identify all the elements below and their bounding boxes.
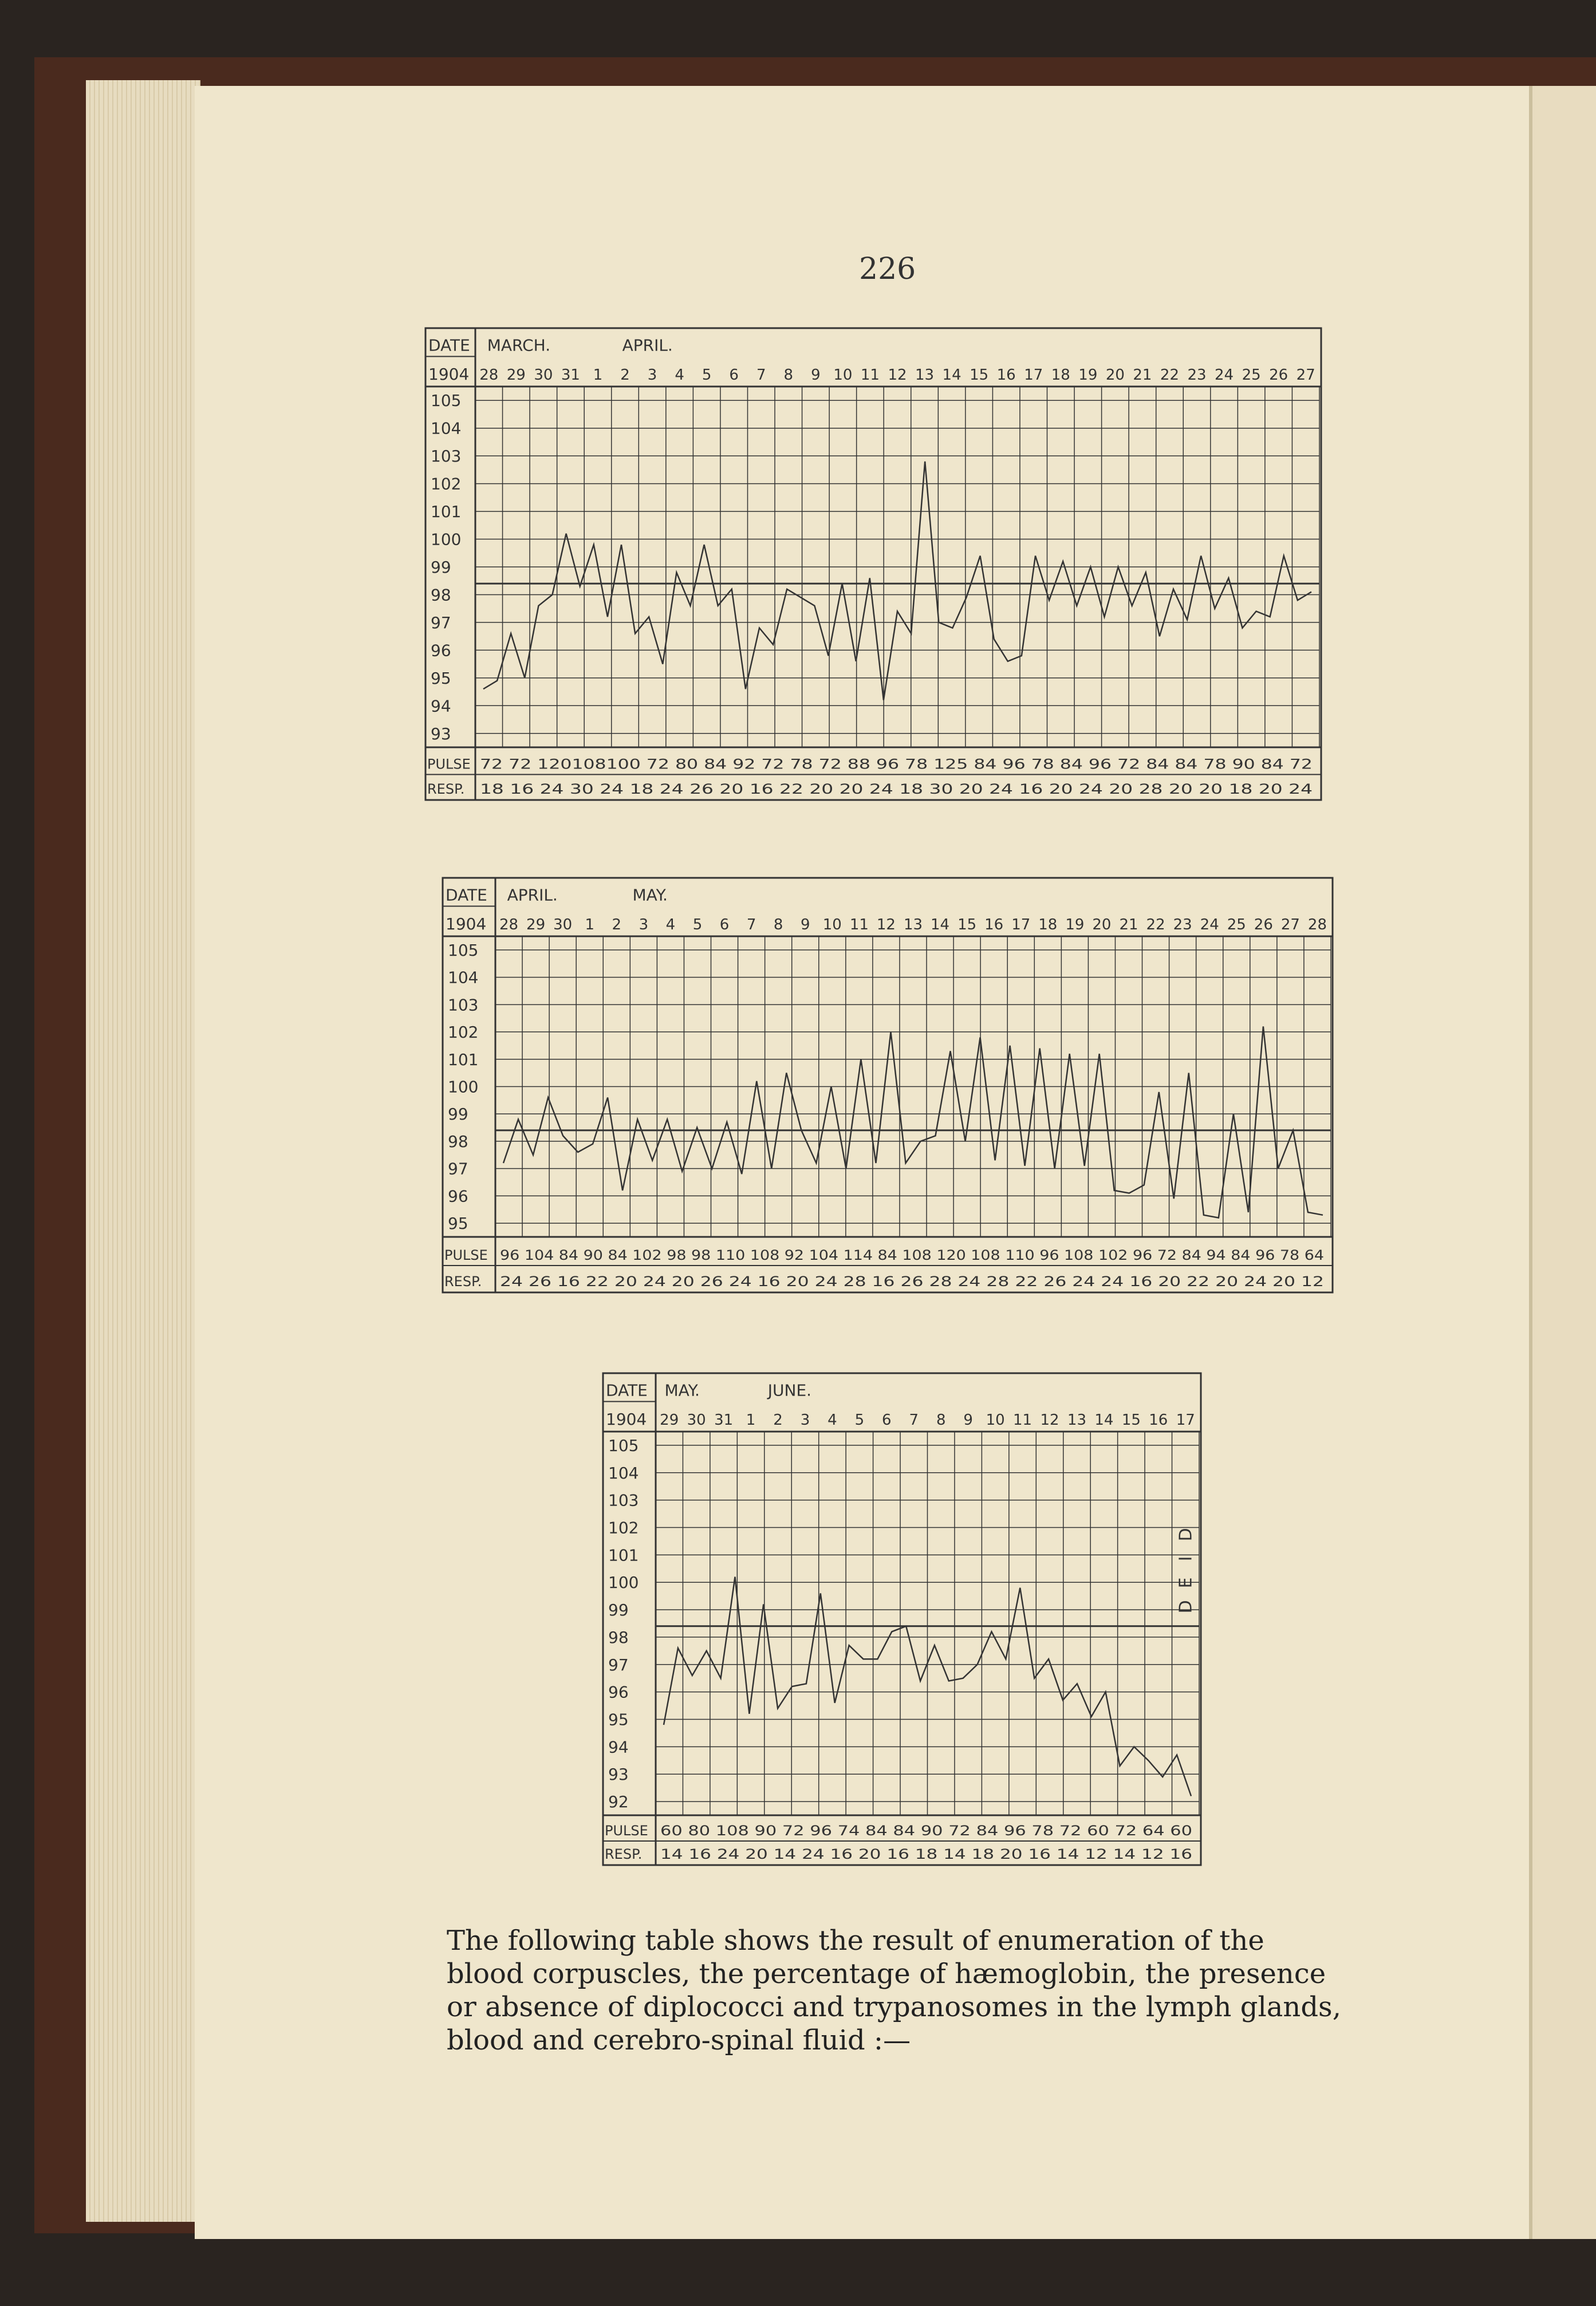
died-label-letter: I	[1176, 1556, 1196, 1562]
temperature-series-line	[503, 1027, 1323, 1218]
temperature-tick-label: 105	[431, 391, 462, 411]
day-label: 2	[620, 366, 630, 384]
day-label: 6	[729, 366, 739, 384]
day-label: 7	[746, 916, 756, 933]
day-label: 8	[936, 1412, 946, 1429]
day-label: 10	[986, 1412, 1005, 1429]
temperature-tick-label: 105	[608, 1436, 639, 1455]
temperature-tick-label: 102	[448, 1023, 479, 1042]
day-label: 27	[1280, 916, 1300, 933]
temperature-tick-label: 101	[608, 1546, 639, 1565]
temperature-tick-label: 97	[448, 1159, 468, 1178]
year-label: 1904	[606, 1410, 647, 1429]
day-label: 1	[585, 916, 594, 933]
day-label: 12	[1040, 1412, 1059, 1429]
day-label: 25	[1242, 366, 1261, 384]
temperature-tick-label: 98	[431, 585, 451, 605]
temperature-tick-label: 99	[431, 558, 451, 577]
day-label: 9	[811, 366, 821, 384]
day-label: 16	[996, 366, 1016, 384]
day-label: 29	[526, 916, 546, 933]
day-label: 14	[942, 366, 961, 384]
day-label: 5	[702, 366, 712, 384]
pulse-values: 96 104 84 90 84 102 98 98 110 108 92 104 114 84 108 120 108 110 96 108 102 96 72 84 94 84 96 78 64	[500, 1247, 1324, 1263]
day-label: 22	[1146, 916, 1165, 933]
day-label: 20	[1105, 366, 1125, 384]
chart-svg	[441, 876, 1334, 1294]
temperature-tick-label: 96	[448, 1186, 468, 1206]
temperature-chart-may-june	[601, 1371, 1203, 1867]
day-label: 18	[1051, 366, 1070, 384]
day-label: 24	[1200, 916, 1219, 933]
day-label: 15	[957, 916, 977, 933]
day-label: 12	[876, 916, 896, 933]
day-label: 7	[909, 1412, 919, 1429]
day-label: 20	[1092, 916, 1112, 933]
day-label: 26	[1269, 366, 1288, 384]
day-label: 24	[1215, 366, 1234, 384]
day-label: 26	[1254, 916, 1273, 933]
resp-row-label: RESP.	[444, 1274, 482, 1290]
caption-line: blood and cerebro-spinal fluid :—	[447, 2024, 911, 2056]
day-label: 2	[612, 916, 622, 933]
date-label: DATE	[446, 885, 487, 905]
day-label: 21	[1119, 916, 1138, 933]
day-label: 4	[665, 916, 676, 933]
day-label: 17	[1176, 1412, 1195, 1429]
died-label-letter: D	[1176, 1528, 1196, 1542]
pulse-row-label: PULSE	[427, 756, 471, 772]
resp-values: 14 16 24 20 14 24 16 20 16 18 14 18 20 16 14 12 14 12 16	[660, 1846, 1192, 1862]
temperature-tick-label: 93	[431, 724, 451, 743]
day-label: 11	[860, 366, 880, 384]
day-label: 28	[479, 366, 499, 384]
day-label: 5	[692, 916, 703, 933]
day-label: 28	[499, 916, 519, 933]
day-label: 31	[714, 1412, 734, 1429]
month-label: APRIL.	[507, 885, 558, 905]
day-label: 3	[800, 1412, 810, 1429]
day-label: 14	[1094, 1412, 1114, 1429]
temperature-tick-label: 97	[608, 1655, 629, 1674]
died-label-letter: E	[1176, 1577, 1196, 1588]
day-label: 30	[687, 1412, 706, 1429]
temperature-tick-label: 96	[608, 1682, 629, 1702]
day-label: 4	[675, 366, 684, 384]
day-label: 14	[931, 916, 950, 933]
day-label: 11	[849, 916, 869, 933]
pulse-values: 60 80 108 90 72 96 74 84 84 90 72 84 96 78 72 60 72 64 60	[660, 1823, 1192, 1839]
year-label: 1904	[446, 914, 487, 933]
temperature-chart-march-april	[424, 326, 1323, 802]
temperature-tick-label: 103	[608, 1491, 639, 1510]
temperature-tick-label: 103	[431, 447, 462, 466]
temperature-tick-label: 101	[448, 1050, 479, 1069]
day-label: 3	[647, 366, 657, 384]
month-label: APRIL.	[622, 336, 673, 355]
day-label: 3	[639, 916, 649, 933]
temperature-tick-label: 105	[448, 940, 479, 960]
temperature-tick-label: 95	[431, 668, 451, 688]
day-label: 12	[888, 366, 907, 384]
chart-svg	[424, 326, 1323, 802]
temperature-tick-label: 102	[431, 474, 462, 494]
temperature-tick-label: 98	[448, 1132, 468, 1151]
page-edges	[86, 80, 200, 2222]
day-label: 19	[1078, 366, 1098, 384]
date-label: DATE	[428, 336, 470, 355]
day-label: 22	[1160, 366, 1180, 384]
pulse-row-label: PULSE	[444, 1247, 488, 1263]
day-label: 2	[773, 1412, 783, 1429]
day-label: 10	[833, 366, 853, 384]
died-label-letter: D	[1176, 1600, 1196, 1614]
day-label: 8	[783, 366, 794, 384]
day-label: 8	[773, 916, 783, 933]
temperature-tick-label: 95	[448, 1214, 468, 1233]
year-label: 1904	[428, 365, 470, 384]
page-number: 226	[859, 252, 916, 286]
caption-line: The following table shows the result of enumeration of the	[447, 1925, 1264, 1957]
month-label: JUNE.	[767, 1381, 812, 1400]
day-label: 23	[1187, 366, 1207, 384]
day-label: 15	[1121, 1412, 1141, 1429]
temperature-tick-label: 100	[448, 1077, 479, 1097]
temperature-tick-label: 95	[608, 1710, 629, 1729]
day-label: 17	[1024, 366, 1043, 384]
temperature-series-line	[483, 462, 1311, 700]
day-label: 13	[1067, 1412, 1087, 1429]
day-label: 9	[963, 1412, 973, 1429]
day-label: 28	[1307, 916, 1327, 933]
day-label: 11	[1013, 1412, 1033, 1429]
temperature-tick-label: 101	[431, 502, 462, 522]
day-label: 27	[1296, 366, 1315, 384]
day-label: 4	[827, 1412, 837, 1429]
temperature-tick-label: 98	[608, 1627, 629, 1647]
month-label: MAY.	[664, 1381, 700, 1400]
day-label: 5	[854, 1412, 865, 1429]
resp-values: 18 16 24 30 24 18 24 26 20 16 22 20 20 24 18 30 20 24 16 20 24 20 28 20 20 18 20 24	[480, 781, 1313, 797]
month-label: MARCH.	[487, 336, 551, 355]
temperature-tick-label: 92	[608, 1792, 629, 1812]
chart-frame	[603, 1373, 1201, 1865]
temperature-tick-label: 104	[431, 419, 462, 438]
day-label: 25	[1227, 916, 1246, 933]
temperature-tick-label: 93	[608, 1765, 629, 1784]
day-label: 17	[1011, 916, 1031, 933]
day-label: 13	[915, 366, 935, 384]
resp-row-label: RESP.	[605, 1846, 643, 1862]
temperature-tick-label: 100	[608, 1573, 639, 1592]
temperature-tick-label: 94	[608, 1737, 629, 1757]
day-label: 29	[506, 366, 526, 384]
day-label: 18	[1038, 916, 1058, 933]
temperature-tick-label: 100	[431, 530, 462, 549]
day-label: 6	[882, 1412, 892, 1429]
day-label: 30	[553, 916, 573, 933]
day-label: 15	[970, 366, 989, 384]
temperature-tick-label: 99	[448, 1105, 468, 1124]
temperature-tick-label: 94	[431, 696, 451, 716]
temperature-tick-label: 97	[431, 613, 451, 632]
day-label: 6	[719, 916, 730, 933]
day-label: 19	[1065, 916, 1085, 933]
day-label: 23	[1173, 916, 1192, 933]
day-label: 9	[800, 916, 810, 933]
day-label: 7	[756, 366, 766, 384]
pulse-row-label: PULSE	[605, 1823, 648, 1839]
pulse-values: 72 72 120108100 72 80 84 92 72 78 72 88 96 78 125 84 96 78 84 96 72 84 84 78 90 84 72	[480, 756, 1313, 772]
temperature-tick-label: 104	[448, 968, 479, 987]
day-label: 13	[903, 916, 923, 933]
temperature-tick-label: 104	[608, 1463, 639, 1483]
month-label: MAY.	[632, 885, 668, 905]
chart-svg	[601, 1371, 1203, 1867]
facing-page-edge	[1529, 86, 1596, 2239]
caption-line: or absence of diplococci and trypanosomes in the lymph glands,	[447, 1991, 1341, 2023]
date-label: DATE	[606, 1381, 648, 1400]
day-label: 1	[593, 366, 603, 384]
day-label: 30	[534, 366, 553, 384]
caption-paragraph	[447, 1924, 1363, 2057]
day-label: 1	[746, 1412, 756, 1429]
temperature-tick-label: 99	[608, 1601, 629, 1620]
day-label: 21	[1133, 366, 1152, 384]
temperature-chart-april-may	[441, 876, 1334, 1294]
temperature-tick-label: 102	[608, 1518, 639, 1538]
day-label: 16	[1149, 1412, 1168, 1429]
temperature-tick-label: 96	[431, 641, 451, 660]
day-label: 16	[984, 916, 1004, 933]
resp-values: 24 26 16 22 20 24 20 26 24 16 20 24 28 16 26 28 24 28 22 26 24 24 16 20 22 20 24 20 12	[500, 1274, 1324, 1290]
caption-line: blood corpuscles, the percentage of hæmoglobin, the presence	[447, 1958, 1326, 1990]
day-label: 10	[822, 916, 842, 933]
day-label: 31	[561, 366, 580, 384]
resp-row-label: RESP.	[427, 781, 465, 797]
day-label: 29	[660, 1412, 679, 1429]
temperature-tick-label: 103	[448, 995, 479, 1015]
